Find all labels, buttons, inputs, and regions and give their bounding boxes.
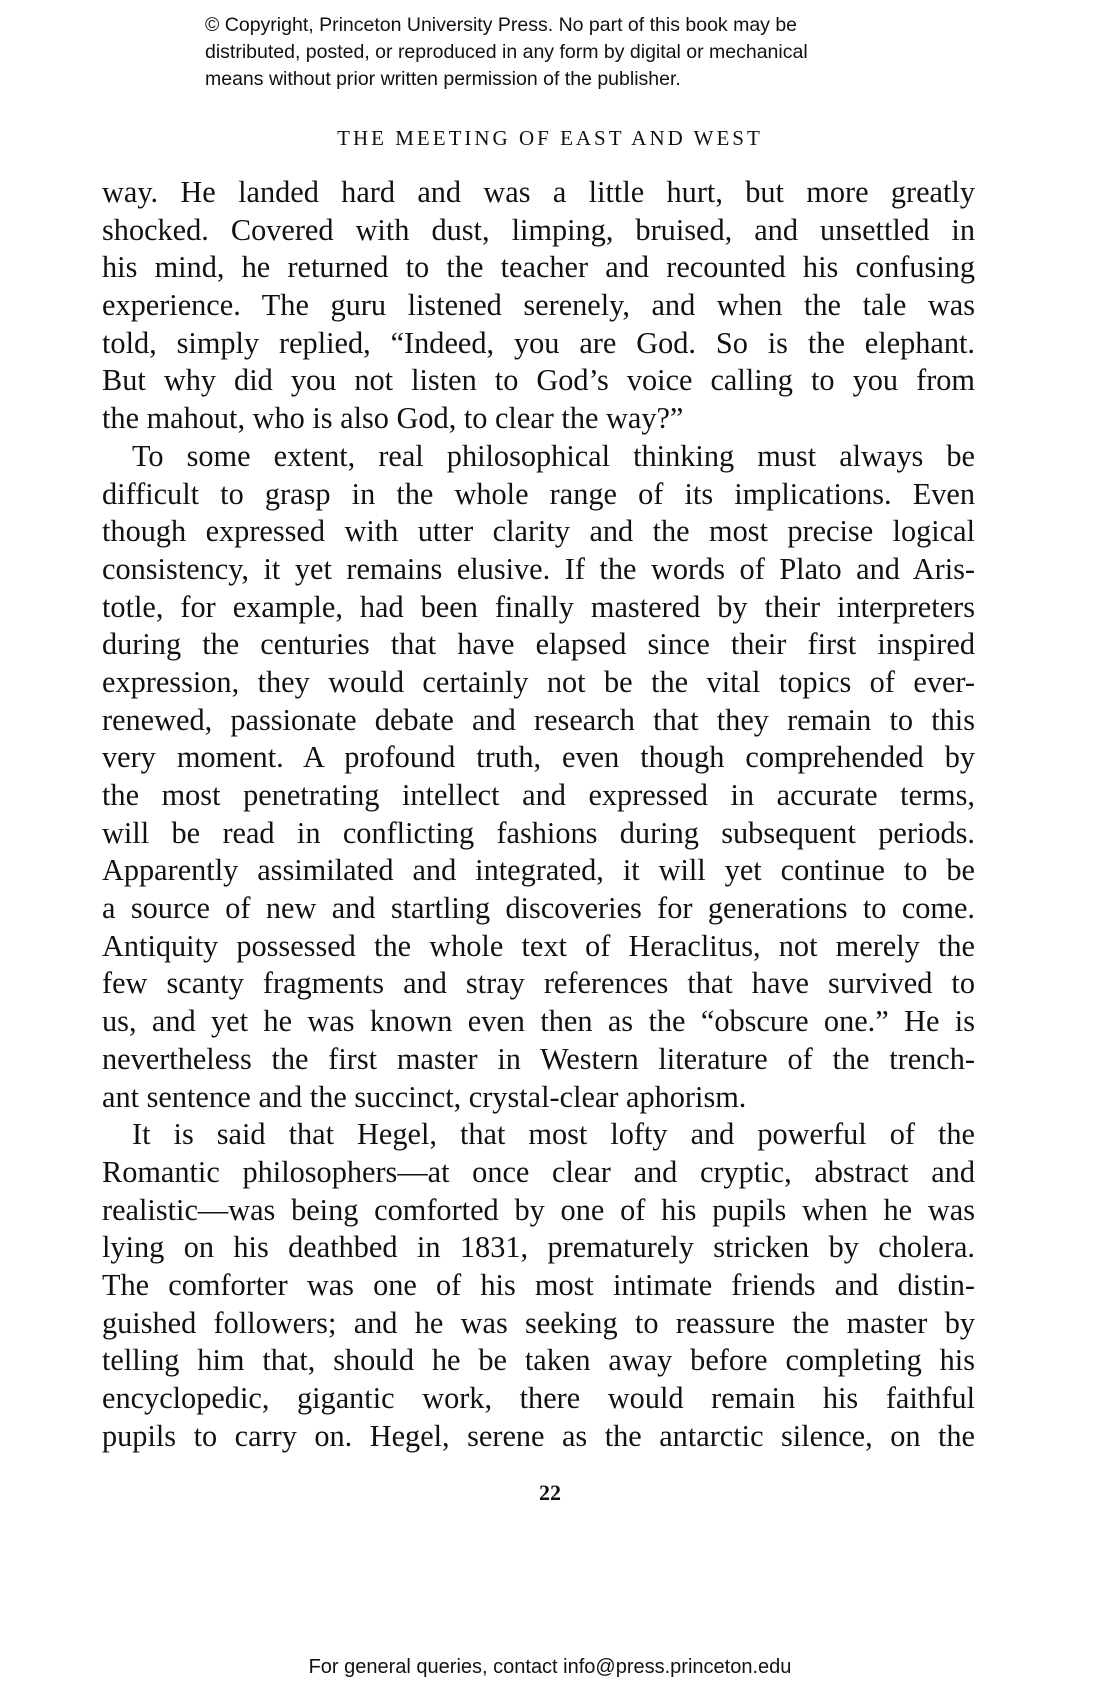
text-line: the most penetrating intellect and expressed in accurate terms, (102, 778, 975, 812)
text-line: experience. The guru listened serenely, and when the tale was (102, 288, 975, 323)
text-line: renewed, passionate debate and research that they remain to this (102, 702, 975, 737)
text-line: his mind, he returned to the teacher and recounted his confusing (102, 250, 975, 285)
text-line: encyclopedic, gigantic work, there would remain his faithful (102, 1381, 975, 1415)
text-line: The comforter was one of his most intimate friends and distin- (102, 1267, 975, 1302)
text-line: few scanty fragments and stray references that have survived to (102, 966, 975, 1001)
text-line: us, and yet he was known even then as the “obscure one.” He is (102, 1004, 975, 1039)
copyright-line: © Copyright, Princeton University Press. No part of this book may be (205, 14, 798, 36)
text-line: But why did you not listen to God’s voice calling to you from (102, 363, 975, 398)
text-line: shocked. Covered with dust, limping, bruised, and unsettled in (102, 212, 975, 247)
running-head: THE MEETING OF EAST AND WEST (337, 126, 763, 150)
text-line: telling him that, should he be taken away before completing his (102, 1343, 975, 1378)
text-line: Antiquity possessed the whole text of Heraclitus, not merely the (102, 928, 975, 963)
text-line: Apparently assimilated and integrated, it will yet continue to be (102, 853, 975, 888)
text-line: lying on his deathbed in 1831, prematurely stricken by cholera. (102, 1230, 975, 1265)
footer-contact: For general queries, contact info@press.princeton.edu (308, 1656, 792, 1678)
text-line: the mahout, who is also God, to clear the way?” (102, 401, 684, 436)
text-line: guished followers; and he was seeking to reassure the master by (102, 1305, 975, 1340)
paragraph (102, 1116, 975, 1455)
copyright-line: means without prior written permission of the publisher. (205, 68, 681, 90)
copyright-notice (205, 12, 925, 93)
text-line: realistic—was being comforted by one of his pupils when he was (102, 1192, 975, 1227)
text-line: Romantic philosophers—at once clear and cryptic, abstract and (102, 1154, 975, 1189)
text-line: difficult to grasp in the whole range of its implications. Even (102, 476, 975, 511)
text-line: expression, they would certainly not be the vital topics of ever- (102, 664, 975, 699)
text-line: consistency, it yet remains elusive. If the words of Plato and Aris- (102, 551, 975, 586)
paragraph (102, 174, 975, 438)
text-line: told, simply replied, “Indeed, you are God. So is the elephant. (102, 325, 975, 360)
text-line: pupils to carry on. Hegel, serene as the antarctic silence, on the (102, 1418, 975, 1453)
body-text (102, 174, 975, 1455)
text-line: It is said that Hegel, that most lofty and powerful of the (132, 1117, 975, 1152)
text-line: very moment. A profound truth, even though comprehended by (102, 740, 975, 775)
page-number: 22 (539, 1480, 561, 1505)
text-line: ant sentence and the succinct, crystal-clear aphorism. (102, 1079, 747, 1114)
text-line: nevertheless the first master in Western literature of the trench- (102, 1041, 975, 1076)
text-line: way. He landed hard and was a little hurt, but more greatly (102, 175, 975, 209)
text-line: though expressed with utter clarity and the most precise logical (102, 514, 975, 549)
text-line: during the centuries that have elapsed since their first inspired (102, 627, 975, 662)
text-line: will be read in conflicting fashions during subsequent periods. (102, 815, 975, 850)
copyright-line: distributed, posted, or reproduced in any form by digital or mechanical (205, 41, 808, 63)
text-line: totle, for example, had been finally mastered by their interpreters (102, 589, 975, 624)
paragraph (102, 438, 975, 1116)
text-line: a source of new and startling discoveries for generations to come. (102, 891, 975, 926)
text-line: To some extent, real philosophical thinking must always be (132, 438, 975, 473)
